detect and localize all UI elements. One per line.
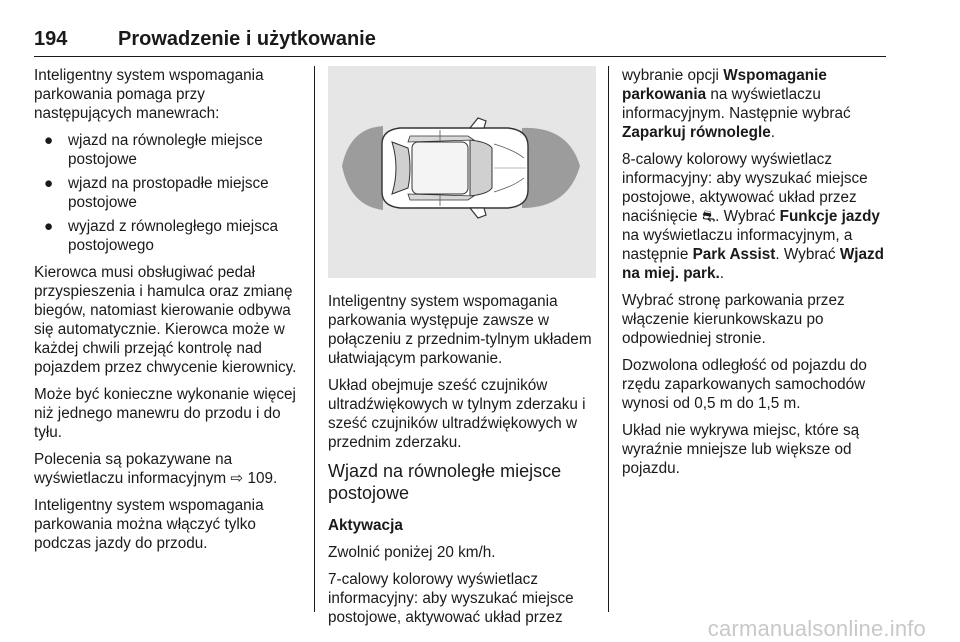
car-sensor-figure <box>328 66 596 278</box>
column-divider <box>314 66 315 612</box>
menu-option: Zaparkuj równolegle <box>622 124 771 141</box>
speed-paragraph: Zwolnić poniżej 20 km/h. <box>328 544 496 561</box>
bullet-icon: ● <box>44 132 54 149</box>
display-paragraph: Polecenia są pokazywane na wyświetlaczu informacyjnym ⇨ 109. <box>34 451 278 487</box>
car-top-view-illustration <box>328 66 596 278</box>
subsection-heading: Aktywacja <box>328 517 403 534</box>
distance-paragraph: Dozwolona odległość od pojazdu do rzędu zaparkowanych samochodów wynosi od 0,5 m do 1,5 m. <box>622 357 867 412</box>
chapter-title: Prowadzenie i użytkowanie <box>118 28 376 50</box>
system-paragraph: Inteligentny system wspomagania parkowania występuje zawsze w połączeniu z przednim-tylnym układem ułatwiającym parkowanie. <box>328 293 592 367</box>
column-2 <box>328 66 596 635</box>
watermark: carmanualsonline.info <box>707 616 926 641</box>
column-3 <box>622 66 890 486</box>
indicator-paragraph: Wybrać stronę parkowania przez włączenie kierunkowskazu po odpowiedniej stronie. <box>622 292 845 347</box>
list-item: ● wyjazd z równoległego miejsca postojowego <box>44 218 279 254</box>
section-heading: Wjazd na równoległe miejsce postojowe <box>328 461 562 503</box>
column-divider <box>608 66 609 612</box>
intro-paragraph: Inteligentny system wspomagania parkowania pomaga przy następujących manewrach: <box>34 67 264 122</box>
menu-option: Wspomaganie parkowania <box>622 67 827 103</box>
maneuver-list <box>34 131 299 255</box>
bullet-icon: ● <box>44 218 54 235</box>
activation-paragraph: Inteligentny system wspomagania parkowania można włączyć tylko podczas jazdy do przodu. <box>34 497 264 552</box>
display7-paragraph: 7-calowy kolorowy wyświetlacz informacyjny: aby wyszukać miejsce postojowe, aktywować układ przez <box>328 571 574 626</box>
car-button-icon: ⛐ <box>701 208 716 225</box>
menu-option: Park Assist <box>692 246 776 263</box>
page-ref-link[interactable]: 109. <box>247 470 278 487</box>
column-1 <box>34 66 299 561</box>
limitation-paragraph: Układ nie wykrywa miejsc, które są wyraźnie mniejsze lub większe od pojazdu. <box>622 422 860 477</box>
menu-paragraph: wybranie opcji Wspomaganie parkowania na wyświetlaczu informacyjnym. Następnie wybrać Zaparkuj równolegle. <box>622 67 851 141</box>
maneuver-paragraph: Może być konieczne wykonanie więcej niż jednego manewru do przodu i do tyłu. <box>34 386 296 441</box>
menu-option: Funkcje jazdy <box>779 208 880 225</box>
display8-paragraph: 8-calowy kolorowy wyświetlacz informacyjny: aby wyszukać miejsce postojowe, aktywować układ przez naciśnięcie ⛐. Wybrać Funkcje jazdy na wyświetlaczu informacyjnym, a następnie Park Assist. Wybrać Wjazd na miej. park.. <box>622 151 885 282</box>
list-item: ● wjazd na równoległe miejsce postojowe <box>44 132 263 168</box>
bullet-icon: ● <box>44 175 54 192</box>
page-number: 194 <box>34 28 68 50</box>
menu-option: Wjazd na miej. park. <box>622 246 885 282</box>
page-ref-arrow-icon: ⇨ <box>230 470 244 487</box>
list-item: ● wjazd na prostopadłe miejsce postojowe <box>44 175 269 211</box>
page-header <box>34 28 886 57</box>
driver-control-paragraph: Kierowca musi obsługiwać pedał przyspieszenia i hamulca oraz zmianę biegów, natomiast kierowanie odbywa się automatycznie. Kierowca może w każdej chwili przejąć kontrolę nad pojazdem przez chwycenie kierownicy. <box>34 264 297 376</box>
sensors-paragraph: Układ obejmuje sześć czujników ultradźwiękowych w tylnym zderzaku i sześć czujników ultradźwiękowych w przednim zderzaku. <box>328 377 586 451</box>
